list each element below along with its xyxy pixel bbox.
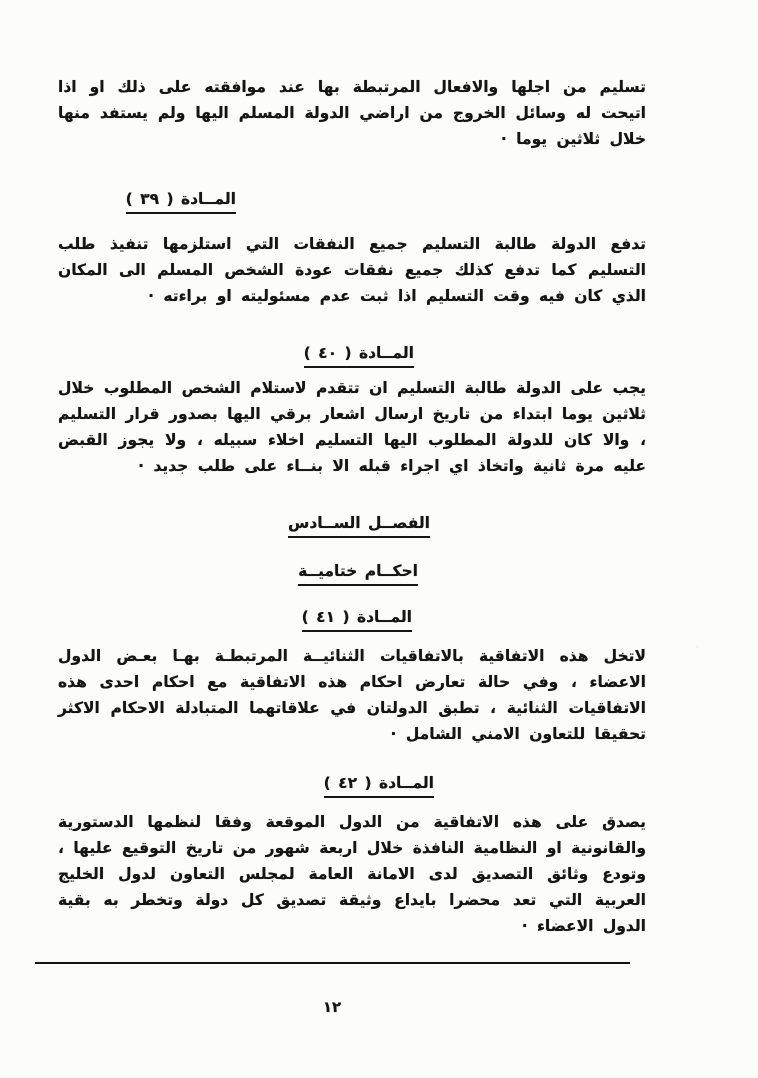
- article-42-heading-row: [58, 773, 646, 799]
- article-40-heading-row: [58, 343, 646, 369]
- article-39-heading: المــادة ( ٣٩ ): [126, 189, 236, 214]
- article-42-heading: المــادة ( ٤٢ ): [324, 773, 434, 798]
- page-number: ١٢: [322, 998, 342, 1016]
- chapter-six-heading: الفصــل الســادس: [288, 513, 430, 538]
- final-provisions-heading: احكــام ختاميــة: [298, 561, 418, 586]
- page-number-row: [58, 994, 646, 1020]
- article-41-heading-row: [58, 607, 646, 633]
- continuation-paragraph: تسليم من اجلها والافعال المرتبطة بها عند موافقته على ذلك او اذا اتيحت له وسائل الخروج من اراضي الدولة المسلم اليها ولم يستفد منها خلال ثلاثين يوما ·: [58, 78, 646, 148]
- article-40-body: يجب على الدولة طالبة التسليم ان تتقدم لاستلام الشخص المطلوب خلال ثلاثين يوما ابتداء من تاريخ ارسال اشعار برقي اليها بصدور قرار التسليم ، والا كان للدولة المطلوب اليها التسليم اخلاء سبيله ، ولا يجوز القبض عليه مرة ثانية واتخاذ اي اجراء قبله الا بنــاء على طلب جديد ·: [58, 379, 646, 475]
- article-41-body: لاتخل هذه الاتفاقية بالاتفاقيات الثنائيــة المرتبطـة بهـا بعـض الدول الاعضاء ، وفي حالة تعارض احكام هذه الاتفاقية مع احكام احدى هذه الاتفاقيات الثنائية ، تطبق الدولتان في علاقاتهما المتبادلة الاحكام الاكثر تحقيقا للتعاون الامني الشامل ·: [58, 647, 646, 743]
- article-41-heading: المــادة ( ٤١ ): [302, 607, 412, 632]
- article-39-body: تدفع الدولة طالبة التسليم جميع النفقات التي استلزمها تنفيذ طلب التسليم كما تدفع كذلك جميع نفقات عودة الشخص المسلم الى المكان الذي كان فيه وقت التسليم اذا ثبت عدم مسئوليته او براءته ·: [58, 235, 646, 305]
- footer-rule: [35, 962, 630, 964]
- article-42-body: يصدق على هذه الاتفاقية من الدول الموقعة وفقا لنظمها الدستورية والقانونية او النظامية النافذة خلال اربعة شهور من تاريخ التوقيع عليها ، وتودع وثائق التصديق لدى الامانة العامة لمجلس التعاون لدول الخليج العربية التي تعد محضرا بايداع وثيقة تصديق كل دولة وتخطر به بقية الدول الاعضاء ·: [58, 813, 646, 935]
- article-39-heading-row: [58, 189, 646, 215]
- final-provisions-heading-row: [58, 561, 646, 587]
- chapter-six-heading-row: [58, 513, 646, 539]
- article-40-heading: المــادة ( ٤٠ ): [304, 343, 414, 368]
